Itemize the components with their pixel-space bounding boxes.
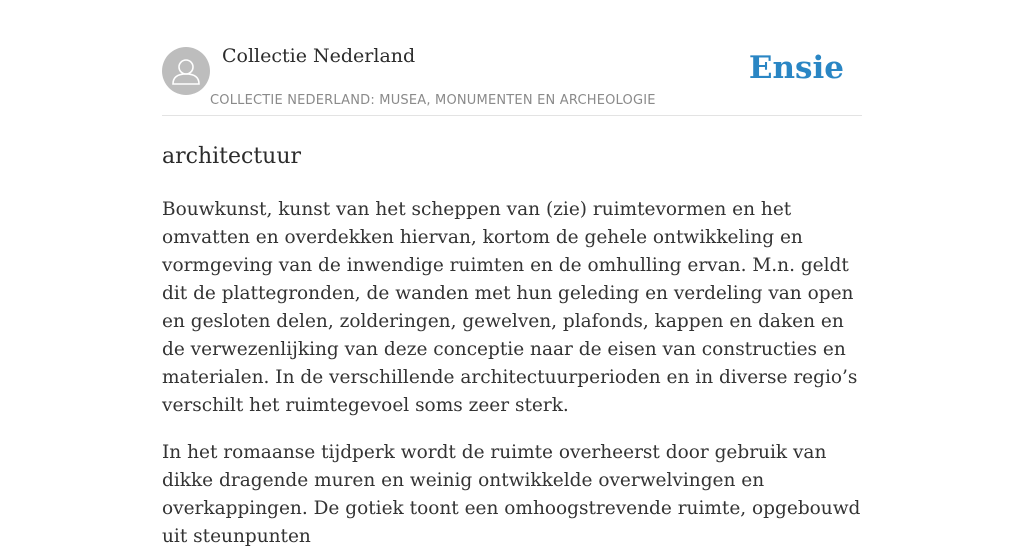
user-silhouette-icon bbox=[162, 47, 210, 95]
article-header bbox=[162, 0, 862, 116]
article-paragraph: In het romaanse tijdperk wordt de ruimte overheerst door gebruik van dikke dragende muren en weinig ontwikkelde overwelvingen en overkappingen. De gotiek toont een omhoogstrevende ruimte, opgebouwd uit steunpunten bbox=[162, 442, 861, 547]
article-paragraph: Bouwkunst, kunst van het scheppen van (zie) ruimtevormen en het omvatten en overdekken hiervan, kortom de gehele ontwikkeling en vormgeving van de inwendige ruimten en de omhulling ervan. M.n. geldt dit de plattegronden, de wanden met hun geleding en verdeling van open en gesloten delen, zolderingen, gewelven, plafonds, kappen en daken en de verwezenlijking van deze conceptie naar de eisen van constructies en materialen. In de verschillende architectuurperioden en in diverse regio’s verschilt het ruimtegevoel soms zeer sterk. bbox=[162, 199, 858, 416]
source-label[interactable]: COLLECTIE NEDERLAND: MUSEA, MONUMENTEN EN ARCHEOLOGIE bbox=[210, 93, 656, 108]
avatar[interactable] bbox=[162, 47, 210, 95]
brand-logo[interactable]: Ensie bbox=[748, 50, 844, 86]
article-title: architectuur bbox=[162, 144, 302, 169]
article-container bbox=[162, 0, 862, 551]
author-name[interactable]: Collectie Nederland bbox=[222, 45, 416, 67]
